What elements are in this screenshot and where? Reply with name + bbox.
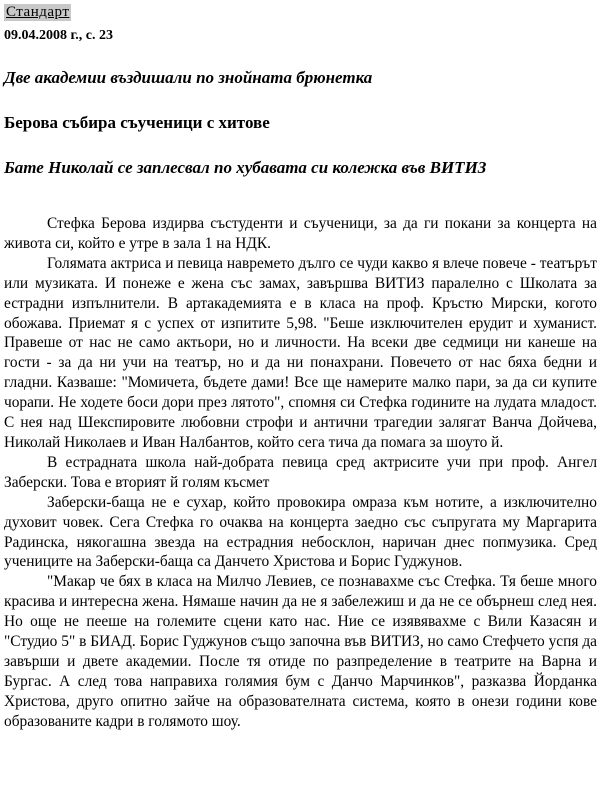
headline-kicker: Две академии въздишали по знойната брюнетка (4, 68, 373, 87)
headline-main: Берова събира съученици с хитове (4, 113, 270, 132)
article-body (4, 214, 597, 732)
article-paragraph: Заберски-баща не е сухар, който провокира омраза към нотите, а изключително духовит човек. Сега Стефка го очаква на концерта заедно със съпругата му Маргарита Радинска, някогашна звезда на естрадния небосклон, наричан днес попмузика. Сред учениците на Заберски-баща са Данчето Христова и Борис Гуджунов. (4, 493, 597, 571)
article-paragraph: Голямата актриса и певица навремето дълго се чуди какво я влече повече - театърът или музиката. И понеже е жена със замах, завършва ВИТИЗ паралелно с Школата за естрадни изпълнители. В артакадемията е в класа на проф. Кръстю Мирски, когото обожава. Приемат я с успех от изпитите 5,98. "Беше изключителен ерудит и хуманист. Правеше от нас не само актьори, но и личности. На всеки две седмици ни канеше на гости - за да ни учи на театър, но и да ни понахрани. Повечето от нас бяха бедни и гладни. Казваше: "Момичета, бъдете дами! Все ще намерите малко пари, за да си купите чорапи. Не ходете боси дори през лятото", спомня си Стефка годините на лудата младост. С нея над Шекспировите любовни строфи и антични трагедии залягат Ванча Дойчева, Николай Николаев и Иван Налбантов, който сега тича да помага за шоуто й. (4, 254, 597, 451)
article-paragraph: "Макар че бях в класа на Милчо Левиев, се познавахме със Стефка. Тя беше много красива и интересна жена. Нямаше начин да не я забележиш и да не се обърнеш след нея. Но още не пееше на големите сцени като нас. Ние се изявявахме с Вили Казасян и "Студио 5" в БИАД. Борис Гуджунов също започна във ВИТИЗ, но само Стефчето успя да завърши и двете академии. После тя отиде по разпределение в театрите на Варна и Бургас. А след това направиха голямия бум с Данчо Марчинков", разказва Йорданка Христова, друго опитно зайче на образователната система, която в онези години кове образованите кадри в голямото шоу. (4, 573, 597, 730)
date-line: 09.04.2008 г., с. 23 (4, 28, 113, 43)
source-publication: Стандарт (6, 4, 70, 20)
headline-subtitle: Бате Николай се заплесвал по хубавата си колежка във ВИТИЗ (4, 158, 487, 177)
article-paragraph: В естрадната школа най-добрата певица сред актрисите учи при проф. Ангел Заберски. Това е вторият й голям късмет (4, 453, 597, 491)
article-paragraph: Стефка Берова издирва състуденти и съученици, за да ги покани за концерта на живота си, който е утре в зала 1 на НДК. (4, 215, 597, 252)
